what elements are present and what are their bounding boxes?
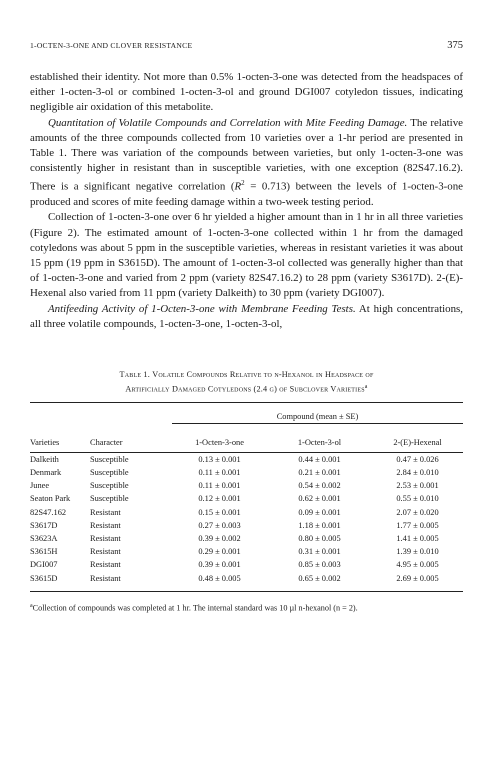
cell-character: Resistant (90, 520, 121, 530)
section-heading-quantitation: Quantitation of Volatile Compounds and Correlation with Mite Feeding Damage. (48, 116, 408, 129)
table-label: Table 1. (119, 370, 150, 380)
cell-octenol: 0.21 ± 0.001 (298, 468, 341, 478)
table-caption-text-2: Artificially Damaged Cotyledons (2.4 g) of Subclover Varieties (125, 384, 365, 394)
cell-octenone: 0.15 ± 0.001 (198, 507, 241, 517)
cell-variety: S3615H (30, 547, 58, 557)
column-header-hexenal: 2-(E)-Hexenal (393, 438, 442, 448)
cell-hexenal: 1.39 ± 0.010 (396, 547, 439, 557)
table-row (30, 506, 463, 519)
cell-octenol: 0.85 ± 0.003 (298, 560, 341, 570)
cell-hexenal: 4.95 ± 0.005 (396, 560, 439, 570)
cell-octenone: 0.39 ± 0.002 (198, 534, 241, 544)
cell-octenol: 0.54 ± 0.002 (298, 481, 341, 491)
cell-hexenal: 2.53 ± 0.001 (396, 481, 439, 491)
table-row (30, 479, 463, 492)
table-row (30, 519, 463, 532)
table-row (30, 545, 463, 558)
cell-character: Resistant (90, 547, 121, 557)
paragraph-4-text: At high concentrations, all three volatile compounds, 1-octen-3-one, 1-octen-3-ol, (30, 302, 464, 330)
paragraph-2-text-b: = 0.713) between the levels of 1-octen-3-one produced and scores of mite feeding damage within a two-week testing period. (30, 181, 463, 209)
column-header-varieties: Varieties (30, 438, 60, 448)
table-caption-line-2 (44, 381, 449, 396)
table-row (30, 492, 463, 505)
cell-variety: Seaton Park (30, 494, 71, 504)
cell-variety: S3623A (30, 534, 58, 544)
footnote-text: Collection of compounds was completed at 1 hr. The internal standard was 10 µl n-hexanol (n = 2). (32, 603, 358, 613)
table-caption-line-1 (44, 368, 449, 381)
cell-octenone: 0.13 ± 0.001 (198, 454, 241, 464)
cell-octenone: 0.29 ± 0.001 (198, 547, 241, 557)
journal-page (30, 40, 463, 614)
cell-character: Susceptible (90, 494, 129, 504)
table-row (30, 558, 463, 571)
cell-octenone: 0.11 ± 0.001 (198, 481, 241, 491)
column-header-octenone: 1-Octen-3-one (195, 438, 244, 448)
cell-character: Susceptible (90, 481, 129, 491)
cell-variety: 82S47.162 (30, 507, 67, 517)
cell-variety: Junee (30, 481, 50, 491)
table-row (30, 532, 463, 545)
cell-character: Susceptible (90, 454, 129, 464)
running-header (30, 40, 463, 56)
table-caption-footnote-mark: a (364, 384, 368, 391)
group-header-row (30, 403, 463, 433)
table-caption (44, 368, 449, 396)
cell-variety: S3615D (30, 573, 58, 583)
column-header-octenol: 1-Octen-3-ol (297, 438, 342, 448)
table-row (30, 453, 463, 466)
data-table-body (30, 453, 463, 585)
page-number: 375 (447, 40, 463, 51)
table-footnote (30, 600, 463, 615)
cell-octenol: 0.62 ± 0.001 (298, 494, 341, 504)
table-bottom-rule (30, 591, 463, 592)
cell-character: Susceptible (90, 468, 129, 478)
cell-hexenal: 1.77 ± 0.005 (396, 520, 439, 530)
cell-hexenal: 2.84 ± 0.010 (396, 468, 439, 478)
cell-character: Resistant (90, 507, 121, 517)
cell-octenone: 0.27 ± 0.003 (198, 520, 241, 530)
cell-hexenal: 1.41 ± 0.005 (396, 534, 439, 544)
r-squared-exponent: 2 (241, 179, 245, 188)
cell-octenol: 0.31 ± 0.001 (298, 547, 341, 557)
cell-variety: Denmark (30, 468, 62, 478)
cell-octenol: 0.80 ± 0.005 (298, 534, 341, 544)
cell-hexenal: 2.07 ± 0.020 (396, 507, 439, 517)
cell-octenone: 0.12 ± 0.001 (198, 494, 241, 504)
body-text (30, 70, 463, 332)
cell-variety: S3617D (30, 520, 58, 530)
cell-octenone: 0.39 ± 0.001 (198, 560, 241, 570)
compound-group-header: Compound (mean ± SE) (172, 412, 463, 424)
paragraph-2-text-a: The relative amounts of the three compounds collected from 10 varieties over a 1-hr period are presented in Table 1. There was variation of the compounds between varieties, but only 1-octen-3-one was consistently higher in resistant than in susceptible varieties, with one exception (82S47.16.2). There is a significant negative correlation ( (30, 116, 463, 194)
table-row (30, 466, 463, 479)
footnote-mark: a (30, 602, 33, 609)
paragraph-4 (30, 302, 463, 332)
cell-character: Resistant (90, 573, 121, 583)
paragraph-1: established their identity. Not more than 0.5% 1-octen-3-one was detected from the headspaces of either 1-octen-3-ol or combined 1-octen-3-ol and ground DGI007 cotyledon tissues, indicating negligible air oxidation of this metabolite. (30, 71, 463, 114)
cell-octenone: 0.48 ± 0.005 (198, 573, 241, 583)
column-header-character: Character (90, 438, 123, 448)
running-title: 1-OCTEN-3-ONE AND CLOVER RESISTANCE (30, 41, 193, 50)
cell-hexenal: 0.55 ± 0.010 (396, 494, 439, 504)
section-heading-antifeeding: Antifeeding Activity of 1-Octen-3-one with Membrane Feeding Tests. (48, 302, 356, 315)
paragraph-2 (30, 116, 463, 211)
cell-hexenal: 2.69 ± 0.005 (396, 573, 439, 583)
cell-variety: DGI007 (30, 560, 58, 570)
cell-hexenal: 0.47 ± 0.026 (396, 454, 439, 464)
cell-octenol: 1.18 ± 0.001 (298, 520, 341, 530)
table-caption-text-1: Volatile Compounds Relative to n-Hexanol in Headspace of (152, 370, 374, 380)
cell-octenol: 0.09 ± 0.001 (298, 507, 341, 517)
data-table (30, 403, 463, 453)
cell-variety: Dalkeith (30, 454, 59, 464)
cell-octenol: 0.65 ± 0.002 (298, 573, 341, 583)
cell-octenol: 0.44 ± 0.001 (298, 454, 341, 464)
cell-character: Resistant (90, 534, 121, 544)
table-row (30, 572, 463, 585)
paragraph-3: Collection of 1-octen-3-one over 6 hr yielded a higher amount than in 1 hr in all three varieties (Figure 2). The estimated amount of 1-octen-3-one collected within 1 hr from the damaged cotyledons was about 5 ppm in the susceptible varieties, whereas in resistant varieties it was about 15 ppm (19 ppm in S3615D). The amount of 1-octen-3-ol collected was generally higher than that of 1-octen-3-one and varied from 2 ppm (variety 82S47.16.2) to 28 ppm (variety S3617D). 2-(E)-Hexenal also varied from 11 ppm (variety Dalkeith) to 30 ppm (variety DGI007). (30, 211, 463, 300)
cell-octenone: 0.11 ± 0.001 (198, 468, 241, 478)
cell-character: Resistant (90, 560, 121, 570)
column-header-row (30, 433, 463, 453)
r-squared-symbol: R (234, 181, 242, 194)
